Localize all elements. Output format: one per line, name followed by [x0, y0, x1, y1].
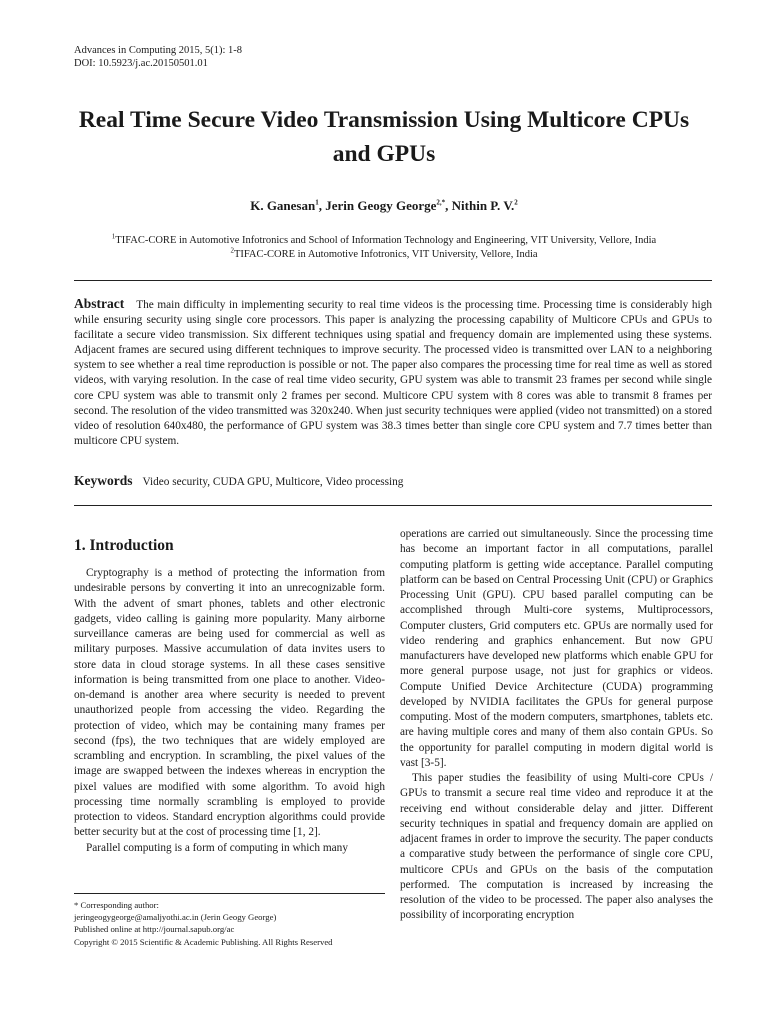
abstract-label: Abstract	[74, 296, 125, 311]
body-paragraph: Parallel computing is a form of computing in which many	[86, 841, 348, 854]
author-name: K. Ganesan	[250, 198, 316, 213]
footnotes	[74, 899, 385, 948]
published-online: Published online at http://journal.sapub.org/ac	[74, 924, 235, 935]
journal-citation: Advances in Computing 2015, 5(1): 1-8	[74, 45, 242, 56]
footnote-divider	[74, 893, 385, 894]
affiliation-text: TIFAC-CORE in Automotive Infotronics, VIT University, Vellore, India	[233, 249, 538, 260]
abstract-text: The main difficulty in implementing security to real time videos is the processing time. Processing time is considerably high while ensuring security using single core processors. This paper is analyzing the processing capability of Multicore CPUs and GPUs to facilitate a secure video transmission. Six different techniques using spatial and frequency domain are implemented using these systems. Adjacent frames are secured using different techniques to improve security. The processed video is transmitted over LAN to a neighboring system to see whether a real time reproduction is possible or not. The paper also compares the processing time for real time as well as stored videos, with varying resolution. In the case of real time video security, GPU system was able to transmit 23 frames per second while single core CPU system was able to transmit only 2 frames per second. Multicore CPU system with 8 cores was able to transmit 8 frames per second. The resolution of the video transmitted was 320x240. When just security techniques were applied (video not transmitted) on a stored video of resolution 640x480, the performance of GPU system was 38.3 times better than single core CPU system and 7.7 times better than multicore CPU system.	[74, 299, 712, 447]
affiliations	[60, 234, 708, 262]
copyright: Copyright © 2015 Scientific & Academic Publishing. All Rights Reserved	[74, 936, 333, 947]
author-name: Jerin Geogy George	[325, 198, 437, 213]
author-affiliation-mark: 2	[514, 198, 518, 207]
corresponding-author-label: * Corresponding author:	[74, 900, 159, 910]
author-list	[60, 197, 708, 215]
affiliation	[60, 234, 708, 248]
affiliation	[60, 248, 708, 262]
section-heading: 1. Introduction	[74, 537, 174, 554]
affiliation-mark: 2	[230, 246, 234, 255]
author-name: Nithin P. V.	[451, 198, 515, 213]
author-affiliation-mark: 2,*	[436, 198, 446, 207]
journal-header	[74, 44, 242, 70]
author-affiliation-mark: 1	[315, 198, 319, 207]
right-column	[400, 527, 713, 924]
author-separator: ,	[318, 198, 326, 213]
left-column	[74, 528, 385, 856]
paper-title: Real Time Secure Video Transmission Using Multicore CPUs and GPUs	[78, 107, 690, 167]
author-email: jeringeogygeorge@amaljyothi.ac.in (Jerin Geogy George)	[74, 912, 277, 923]
body-paragraph: operations are carried out simultaneously. Since the processing time has become an important factor in all computations, parallel computing platform is getting wide acceptance. Parallel computing platform can be based on Central Processing Unit (CPU) or Graphics Processing Unit (GPU). CPU based parallel computing can be accomplished through Multi-core systems, Multiprocessors, Computer clusters, Grid computers etc. GPUs are normally used for video rendering and graphics enhancement. But now GPU manufacturers have developed new platforms which enable GPU for more general purpose usage, not just for graphics or videos. Compute Unified Device Architecture (CUDA) programming developed by NVIDIA facilitates the GPUs for general purpose computing. Most of the modern computers, smartphones, tablets etc. are having multiple cores and many of them also contain GPUs. So the opportunity for parallel computing in modern digital world is vast [3-5].	[400, 528, 713, 769]
keywords	[74, 472, 712, 491]
body-paragraph: Cryptography is a method of protecting the information from undesirable persons by converting it into an unrecognizable form. With the advent of smart phones, tablets and other electronic gadgets, video calling is gaining more popularity. Many airborne surveillance cameras are being used for commercial as well as military purposes. Massive accumulation of data invites users to store data in cloud storage systems. In all these cases sensitive information is being transmitted from one place to another. Video-on-demand is another area where security is needed to prevent unauthorized people from accessing the video. Regarding the protection of video, which may be containing many frames per second (fps), the two techniques that are widely employed are scrambling and encryption. In scrambling, the pixel values of the image are swapped between the indexes whereas in encryption the pixel values are modified with some algorithm. To avoid high processing time normally scrambling is employed to provide protection to videos. Standard encryption algorithms could provide better security but at the cost of processing time [1, 2].	[74, 567, 385, 839]
body-paragraph: This paper studies the feasibility of using Multi-core CPUs / GPUs to transmit a secure real time video and reproduce it at the receiving end without considerable delay and jitter. Different security techniques in spatial and frequency domain are applied on adjacent frames in order to improve the security. The paper conducts a comparative study between the performance of single core CPU, multicore CPUs and GPUs on the basis of the computation performed. The computation is increased by increasing the resolution of the video to be processed. The paper also analyses the possibility of incorporating encryption	[400, 772, 713, 922]
affiliation-mark: 1	[111, 232, 116, 241]
affiliation-text: TIFAC-CORE in Automotive Infotronics and School of Information Technology and Engineering, VIT University, Vellore, India	[115, 235, 657, 246]
divider	[74, 280, 712, 281]
keywords-label: Keywords	[74, 473, 133, 488]
keywords-text: Video security, CUDA GPU, Multicore, Video processing	[142, 476, 404, 488]
author-separator: ,	[445, 198, 452, 213]
divider	[74, 505, 712, 506]
doi: DOI: 10.5923/j.ac.20150501.01	[74, 58, 208, 69]
abstract	[74, 296, 712, 449]
